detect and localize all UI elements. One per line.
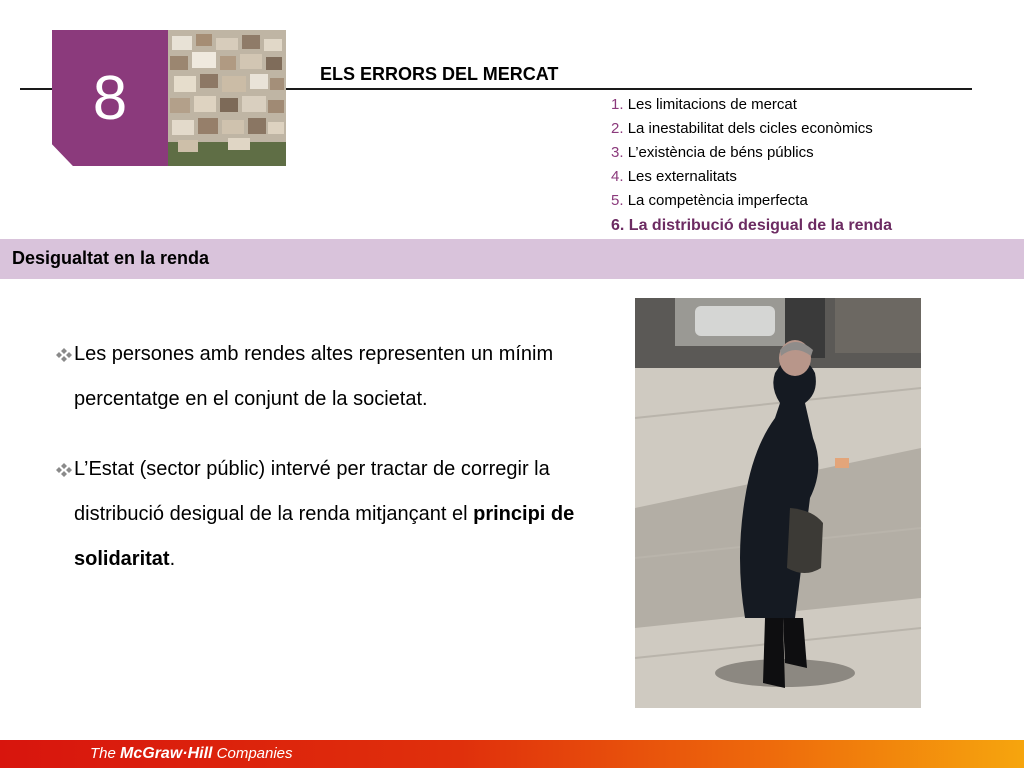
topic-item[interactable] bbox=[611, 189, 892, 213]
topic-label: La distribució desigual de la renda bbox=[628, 217, 892, 234]
topic-number: 6. bbox=[611, 217, 625, 234]
topic-item-active[interactable] bbox=[611, 213, 892, 239]
favela-photo bbox=[168, 30, 286, 166]
chapter-number: 8 bbox=[92, 64, 128, 133]
diamond-bullet-icon bbox=[56, 348, 72, 362]
elderly-woman-photo bbox=[635, 298, 921, 708]
section-title: Desigualtat en la renda bbox=[12, 248, 210, 268]
topic-label: La competència imperfecta bbox=[627, 192, 808, 209]
bullet-item bbox=[56, 332, 576, 422]
topic-number: 5. bbox=[611, 192, 624, 209]
topic-number: 1. bbox=[611, 96, 624, 113]
logo-prefix: The bbox=[90, 745, 121, 762]
topic-item[interactable] bbox=[611, 93, 892, 117]
diamond-bullet-icon bbox=[56, 463, 72, 477]
topic-number: 2. bbox=[611, 120, 624, 137]
topic-label: La inestabilitat dels cicles econòmics bbox=[627, 120, 873, 137]
bullet-bold-term: principi de solidaritat bbox=[74, 503, 575, 570]
topic-label: L’existència de béns públics bbox=[627, 144, 814, 161]
publisher-logo bbox=[90, 745, 293, 763]
topic-label: Les limitacions de mercat bbox=[627, 96, 797, 113]
topic-label: Les externalitats bbox=[627, 168, 737, 185]
bullet-text-end: . bbox=[169, 548, 176, 570]
logo-brand: McGraw·Hill bbox=[120, 745, 213, 762]
topic-number: 4. bbox=[611, 168, 624, 185]
bullet-item bbox=[56, 447, 576, 582]
bullet-text: L’Estat (sector públic) intervé per tractar de corregir la distribució desigual de la renda mitjançant el bbox=[74, 458, 550, 525]
topic-number: 3. bbox=[611, 144, 624, 161]
bullet-list bbox=[56, 332, 576, 582]
page-title: ELS ERRORS DEL MERCAT bbox=[320, 64, 559, 84]
topic-item[interactable] bbox=[611, 165, 892, 189]
topic-item[interactable] bbox=[611, 141, 892, 165]
topic-item[interactable] bbox=[611, 117, 892, 141]
logo-suffix: Companies bbox=[212, 745, 293, 762]
bullet-text: Les persones amb rendes altes representen un mínim percentatge en el conjunt de la societat. bbox=[74, 343, 554, 410]
topics-list bbox=[611, 93, 892, 239]
